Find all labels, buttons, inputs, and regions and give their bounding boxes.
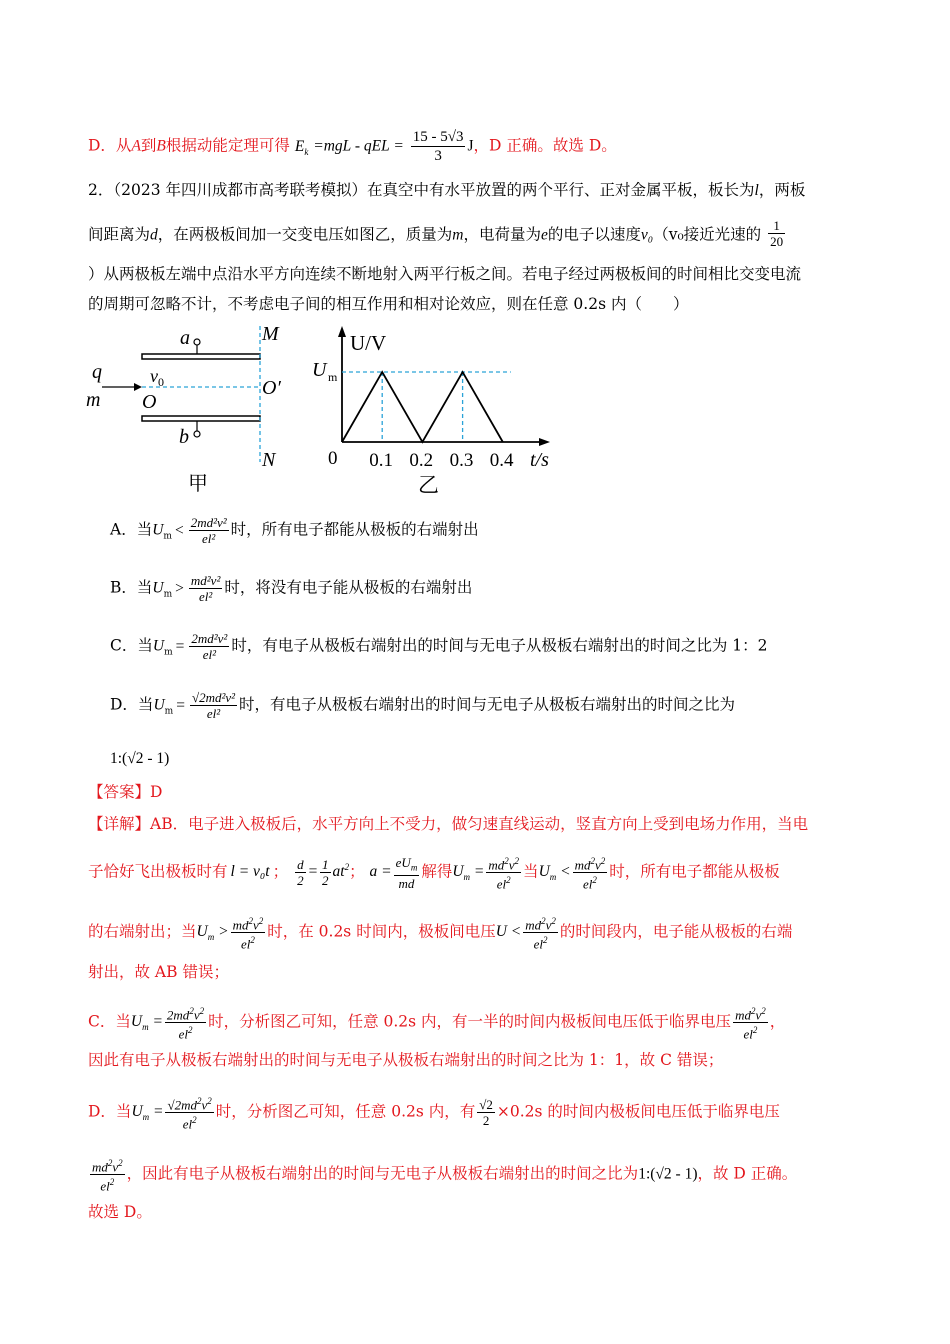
var-d: d <box>150 226 158 244</box>
question-line-4: 的周期可忽略不计，不考虑电子间的相互作用和相对论效应，则在任意 0.2s 内（ ） <box>88 295 689 313</box>
label-v0: $v_0$ <box>150 366 164 389</box>
option-a-fraction: $\frac{\text{2md²v²}}{\text{el²}}$ <box>190 515 227 546</box>
var-e: e <box>541 226 548 244</box>
option-a: A．当$U_m$ < $\frac{\text{2md²v²}}{\text{el²}}$ 时，所有电子都能从极板的右端射出 <box>110 515 479 546</box>
answer-label: 【答案】 <box>88 783 151 801</box>
eq-um-critical: $U_m$ = $\frac{md^2v^2}{el^2}$ <box>452 856 520 892</box>
origin-label: 0 <box>328 448 338 469</box>
option-b-fraction: $\frac{\text{md²v²}}{\text{el²}}$ <box>190 573 221 604</box>
eq-c-um: $U_m$ = $\frac{2md^2v^2}{el^2}$ <box>130 1006 205 1042</box>
eq-um-greater: $U_m$ > $\frac{md^2v^2}{el^2}$ <box>196 916 264 952</box>
question-text-1: （2023 年四川成都市高考联考模拟）在真空中有水平放置的两个平行、正对金属平板，板长为 <box>113 181 755 199</box>
explain-c-line-2: 因此有电子从极板右端射出的时间与无电子从极板右端射出的时间之比为 1：1，故 C 错误； <box>88 1051 724 1069</box>
question-line-1 <box>88 180 805 201</box>
prev-d-tail: ，D 正确。故选 D。 <box>473 136 617 155</box>
prev-d-mid2: 根据动能定理可得 <box>165 136 290 155</box>
label-M: M <box>262 323 279 345</box>
label-N: N <box>262 449 276 471</box>
label-q: q <box>92 361 102 383</box>
explain-d-line-3: 故选 D。 <box>88 1203 152 1221</box>
label-O: O <box>142 391 157 413</box>
question-number: 2． <box>88 181 114 199</box>
y-axis-label: U/V <box>350 331 387 355</box>
explain-c-line-1: C．当$U_m$ = $\frac{2md^2v^2}{el^2}$ 时，分析图乙可知，任意 0.2s 内，有一半的时间内极板间电压低于临界电压 $\frac{md^2v^2}{el^2}$ ， <box>88 1006 786 1042</box>
x-tick-label: 0.4 <box>489 450 514 471</box>
terminal-a <box>194 339 200 345</box>
explain-d-line-1: D．当$U_m$ = $\frac{√2md^2v^2}{el^2}$ 时，分析图乙可知，任意 0.2s 内，有 $\frac{√2}{2}$ ×0.2s 的时间内极板间电压低于临界电压 <box>88 1096 780 1132</box>
figure-jia <box>80 322 300 498</box>
eq-d-critical: $\frac{md^2v^2}{el^2}$ <box>92 1158 123 1194</box>
explain-d-line-2: $\frac{md^2v^2}{el^2}$ ，因此有电子从极板右端射出的时间与无电子从极板右端射出的时间之比为1:(√2 - 1)，故 D 正确。 <box>88 1156 797 1194</box>
label-b: b <box>179 426 189 448</box>
var-m: m <box>452 226 464 244</box>
x-tick-label: 0.2 <box>409 450 434 471</box>
um-label-sub: m <box>328 370 338 384</box>
point-a: A <box>131 137 141 155</box>
caption-yi: 乙 <box>418 473 439 497</box>
top-plate <box>142 354 260 359</box>
bottom-plate <box>142 416 260 421</box>
explain-line-2: 子恰好飞出极板时有 l = v₀t ； $\frac{d}{2}$ = $\frac{1}{2}$ $at^2$； a = $\frac{eU_m}{md}$ 解得$U_m$ = $\frac{md^2v^2}{el^2}$ 当$U_m$ < $\frac{md^2v^2}{el^2}$ 时，所有电子都能从极板 <box>88 854 780 892</box>
label-m: m <box>86 389 101 411</box>
terminal-b <box>194 431 200 437</box>
option-d-fraction: $\frac{\text{√2md²v²}}{\text{el²}}$ <box>191 690 236 721</box>
x-tick-label: 0.3 <box>449 450 474 471</box>
eq-d-um: $U_m$ = $\frac{√2md^2v^2}{el^2}$ <box>131 1096 212 1132</box>
eq-a: a = $\frac{eU_m}{md}$ <box>369 854 418 892</box>
eq-l-v0t: l = v₀t <box>230 863 270 881</box>
label-Oprime: O′ <box>262 377 281 399</box>
option-c-fraction: $\frac{\text{2md²v²}}{\text{el²}}$ <box>191 631 228 662</box>
option-d-ratio: 1:(√2 - 1) <box>110 750 170 767</box>
caption-jia: 甲 <box>188 473 208 495</box>
eq-um-less: $U_m$ < $\frac{md^2v^2}{el^2}$ <box>538 856 606 892</box>
question-line-2: 间距离为d，在两极板间加一交变电压如图乙，质量为m，电荷量为e的电子以速度v₀（v₀接近光速的 $\frac{1}{20}$ <box>88 218 784 249</box>
eq-d-ratio: 1:(√2 - 1) <box>638 1165 698 1183</box>
var-v0: v₀ <box>640 226 654 244</box>
option-c: C．当$U_m$ = $\frac{\text{2md²v²}}{\text{el²}}$ 时，有电子从极板右端射出的时间与无电子从极板右端射出的时间之比为 1：2 <box>110 631 768 662</box>
eq-c-critical: $\frac{md^2v^2}{el^2}$ <box>735 1006 766 1042</box>
explain-label: 【详解】 <box>88 815 151 833</box>
label-a: a <box>180 327 190 349</box>
x-tick-label: 0.1 <box>369 450 393 471</box>
voltage-series-line <box>342 372 503 442</box>
prev-answer-d-line <box>88 128 617 165</box>
option-d: D．当$U_m$ = $\frac{\text{√2md²v²}}{\text{el²}}$ 时，有电子从极板右端射出的时间与无电子从极板右端射出的时间之比为 <box>110 690 736 721</box>
prev-d-prefix: D．从 <box>88 136 132 155</box>
y-axis-arrow <box>338 326 346 337</box>
question-line-3: ）从两极板左端中点沿水平方向连续不断地射入两平行板之间。若电子经过两极板间的时间相比交变电流 <box>88 265 802 283</box>
eq-u-less: U < $\frac{md^2v^2}{el^2}$ <box>495 916 556 952</box>
ek-symbol: $E_k$ <box>294 137 309 157</box>
point-b: B <box>156 137 166 155</box>
x-axis-label: t/s <box>530 449 549 471</box>
explain-line-1: 【详解】AB．电子进入极板后，水平方向上不受力，做匀速直线运动，竖直方向上受到电场力作用，当电 <box>88 815 809 833</box>
answer-value: D <box>150 783 163 801</box>
answer-line <box>88 782 162 802</box>
explain-line-3: 的右端射出；当$U_m$ > $\frac{md^2v^2}{el^2}$ 时，在 0.2s 时间内，极板间电压U < $\frac{md^2v^2}{el^2}$ 的时间段内，电子能从极板的右端 <box>88 916 793 952</box>
option-b: B．当$U_m$ > $\frac{\text{md²v²}}{\text{el²}}$ 时，将没有电子能从极板的右端射出 <box>110 573 473 604</box>
eq-sqrt2-half: $\frac{√2}{2}$ <box>479 1097 493 1129</box>
one-twentieth-fraction: $\frac{1}{20}$ <box>770 218 784 249</box>
um-label: U <box>312 359 327 381</box>
explain-line-4: 射出，故 AB 错误； <box>88 963 229 981</box>
prev-d-mid1: 到 <box>140 136 157 155</box>
ek-fraction: $\frac{15 - 5√3}{3}$ <box>412 129 464 164</box>
question-text-1-tail: ，两板 <box>758 181 806 199</box>
x-axis-arrow <box>539 438 550 446</box>
eq-d-half: $\frac{d}{2}$ = $\frac{1}{2}$ $at^2$ <box>297 857 350 889</box>
ek-unit: J <box>467 137 474 155</box>
ek-formula: =mgL - qEL = <box>313 137 404 155</box>
figure-yi-chart <box>300 322 570 498</box>
var-l: l <box>754 182 759 199</box>
